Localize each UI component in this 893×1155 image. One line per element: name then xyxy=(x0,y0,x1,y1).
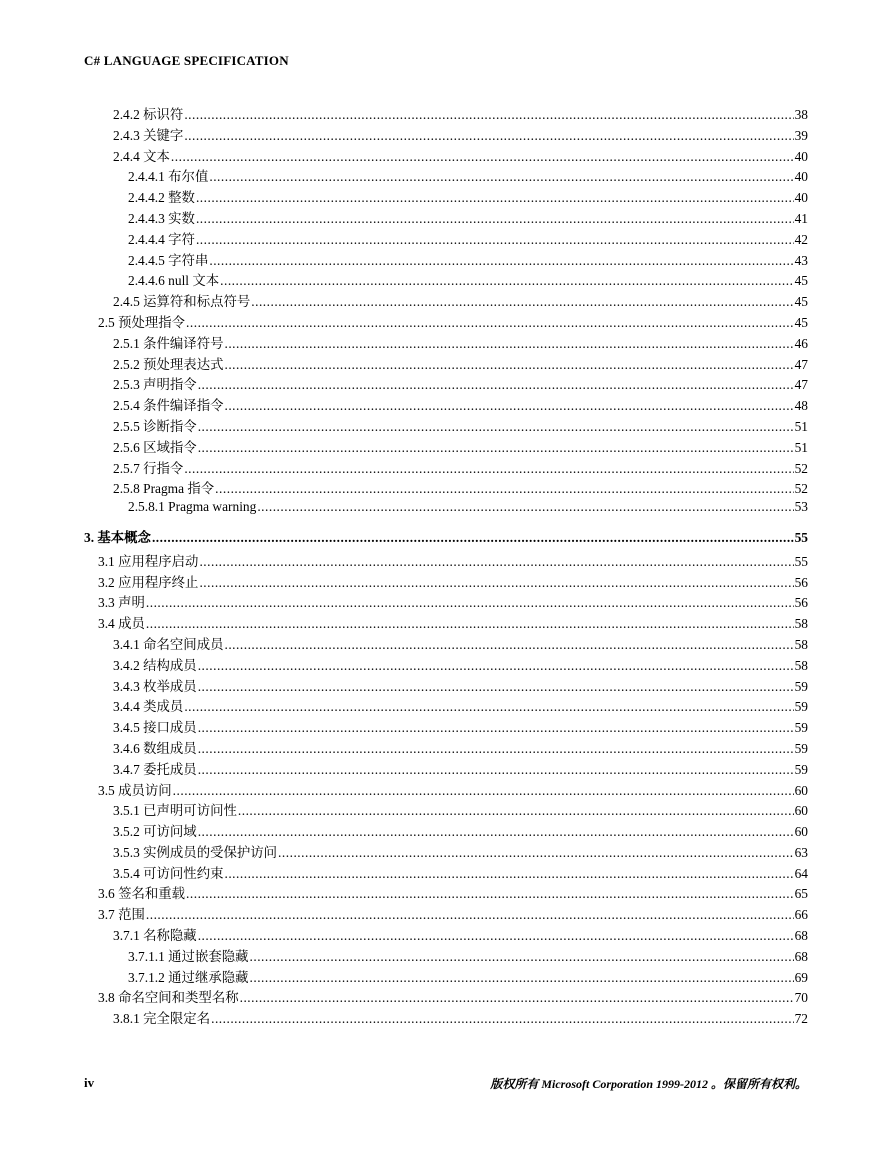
toc-leader-dots xyxy=(198,419,794,435)
toc-leader-dots xyxy=(198,824,794,840)
toc-entry-page: 63 xyxy=(794,844,808,860)
toc-entry[interactable] xyxy=(84,842,808,863)
toc-entry-title: 3.3 声明 xyxy=(98,595,145,611)
toc-leader-dots xyxy=(146,595,794,611)
toc-leader-dots xyxy=(209,253,793,269)
page-number: iv xyxy=(84,1075,95,1090)
toc-entry[interactable] xyxy=(84,478,808,499)
toc-entry-title: 2.5.1 条件编译符号 xyxy=(113,335,224,351)
toc-entry-page: 58 xyxy=(794,657,808,673)
toc-entry-title: 3.8 命名空间和类型名称 xyxy=(98,990,239,1006)
toc-entry-title: 2.4.4.5 字符串 xyxy=(128,252,209,268)
toc-entry[interactable] xyxy=(84,883,808,904)
toc-leader-dots xyxy=(198,377,794,393)
toc-entry-title: 2.4.5 运算符和标点符号 xyxy=(113,294,251,310)
toc-entry-title: 2.5.7 行指令 xyxy=(113,460,184,476)
toc-entry-page: 47 xyxy=(794,377,808,393)
toc-entry-title: 3.2 应用程序终止 xyxy=(98,574,199,590)
toc-entry-page: 59 xyxy=(794,720,808,736)
toc-entry[interactable] xyxy=(84,527,808,548)
toc-leader-dots xyxy=(184,107,793,123)
toc-leader-dots xyxy=(224,398,793,414)
toc-entry[interactable] xyxy=(84,354,808,375)
toc-entry-page: 59 xyxy=(794,740,808,756)
toc-entry[interactable] xyxy=(84,104,808,125)
toc-leader-dots xyxy=(146,616,794,632)
toc-entry-page: 40 xyxy=(794,148,808,164)
toc-entry-title: 3.4.5 接口成员 xyxy=(113,720,197,736)
toc-leader-dots xyxy=(173,783,794,799)
toc-entry-title: 3.4.6 数组成员 xyxy=(113,740,197,756)
toc-entry-page: 40 xyxy=(794,190,808,206)
toc-leader-dots xyxy=(215,481,793,497)
toc-leader-dots xyxy=(209,169,793,185)
toc-entry-page: 60 xyxy=(794,803,808,819)
toc-leader-dots xyxy=(196,211,794,227)
toc-entry[interactable] xyxy=(84,270,808,291)
toc-entry-page: 58 xyxy=(794,616,808,632)
toc-entry-page: 46 xyxy=(794,335,808,351)
toc-entry-title: 2.4.4.4 字符 xyxy=(128,231,195,247)
toc-entry-title: 2.5.2 预处理表达式 xyxy=(113,356,224,372)
toc-entry-title: 2.5.8.1 Pragma warning xyxy=(128,499,257,515)
toc-entry[interactable] xyxy=(84,925,808,946)
toc-leader-dots xyxy=(198,928,794,944)
toc-entry-page: 70 xyxy=(794,990,808,1006)
toc-entry-page: 52 xyxy=(794,481,808,497)
toc-entry-page: 59 xyxy=(794,699,808,715)
toc-entry-page: 40 xyxy=(794,169,808,185)
toc-entry[interactable] xyxy=(84,821,808,842)
toc-leader-dots xyxy=(211,1011,794,1027)
toc-leader-dots xyxy=(198,720,794,736)
toc-leader-dots xyxy=(186,315,794,331)
table-of-contents xyxy=(84,104,808,1029)
toc-entry-page: 69 xyxy=(794,969,808,985)
toc-leader-dots xyxy=(184,699,793,715)
toc-entry-title: 2.5.3 声明指令 xyxy=(113,377,197,393)
toc-entry-title: 2.4.3 关键字 xyxy=(113,127,184,143)
toc-entry[interactable] xyxy=(84,987,808,1008)
running-header: C# LANGUAGE SPECIFICATION xyxy=(84,53,289,68)
toc-entry[interactable] xyxy=(84,759,808,780)
toc-leader-dots xyxy=(199,554,793,570)
toc-leader-dots xyxy=(224,637,793,653)
toc-entry[interactable] xyxy=(84,551,808,572)
toc-entry[interactable] xyxy=(84,125,808,146)
toc-entry-page: 60 xyxy=(794,824,808,840)
toc-entry[interactable] xyxy=(84,333,808,354)
toc-entry-page: 65 xyxy=(794,886,808,902)
toc-entry[interactable] xyxy=(84,312,808,333)
toc-entry-page: 52 xyxy=(794,460,808,476)
toc-leader-dots xyxy=(224,866,793,882)
toc-leader-dots xyxy=(278,845,794,861)
toc-entry-page: 38 xyxy=(794,107,808,122)
toc-entry-page: 59 xyxy=(794,761,808,777)
toc-leader-dots xyxy=(251,294,793,310)
toc-entry[interactable] xyxy=(84,800,808,821)
toc-leader-dots xyxy=(240,990,794,1006)
toc-entry-page: 60 xyxy=(794,782,808,798)
toc-entry-title: 3.8.1 完全限定名 xyxy=(113,1011,211,1027)
toc-entry[interactable] xyxy=(84,458,808,479)
toc-entry-page: 68 xyxy=(794,948,808,964)
toc-entry-title: 2.4.4.6 null 文本 xyxy=(128,273,220,289)
toc-entry-title: 3.5 成员访问 xyxy=(98,782,172,798)
toc-entry-title: 3.1 应用程序启动 xyxy=(98,553,199,569)
toc-entry[interactable] xyxy=(84,967,808,988)
toc-entry-page: 56 xyxy=(794,595,808,611)
toc-entry-page: 45 xyxy=(794,273,808,289)
toc-entry-page: 45 xyxy=(794,314,808,330)
copyright-notice: 版权所有 Microsoft Corporation 1999-2012 。保留所有权利。 xyxy=(490,1077,807,1091)
toc-entry-page: 51 xyxy=(794,418,808,434)
toc-entry-page: 47 xyxy=(794,356,808,372)
toc-entry-title: 2.4.4.3 实数 xyxy=(128,210,195,226)
toc-entry-title: 3.6 签名和重载 xyxy=(98,886,186,902)
toc-entry-title: 3.5.4 可访问性约束 xyxy=(113,865,224,881)
toc-leader-dots xyxy=(146,907,794,923)
toc-leader-dots xyxy=(198,762,794,778)
toc-leader-dots xyxy=(250,949,794,965)
toc-entry-title: 3.4.4 类成员 xyxy=(113,699,184,715)
toc-leader-dots xyxy=(220,273,793,289)
toc-entry[interactable] xyxy=(84,572,808,593)
toc-entry[interactable] xyxy=(84,250,808,271)
toc-entry-page: 58 xyxy=(794,636,808,652)
toc-entry[interactable] xyxy=(84,738,808,759)
toc-leader-dots xyxy=(184,461,793,477)
toc-leader-dots xyxy=(250,970,794,986)
toc-entry[interactable] xyxy=(84,717,808,738)
toc-entry-title: 2.5.5 诊断指令 xyxy=(113,418,197,434)
toc-entry[interactable] xyxy=(84,416,808,437)
toc-leader-dots xyxy=(152,530,794,546)
toc-entry[interactable] xyxy=(84,946,808,967)
toc-entry[interactable] xyxy=(84,655,808,676)
toc-entry-page: 42 xyxy=(794,231,808,247)
toc-entry-page: 56 xyxy=(794,574,808,590)
toc-leader-dots xyxy=(196,190,794,206)
toc-entry-title: 3.7.1.2 通过继承隐藏 xyxy=(128,969,249,985)
toc-leader-dots xyxy=(171,149,794,165)
toc-entry-page: 53 xyxy=(794,499,808,515)
toc-entry-title: 3.5.2 可访问域 xyxy=(113,824,197,840)
toc-entry-page: 43 xyxy=(794,252,808,268)
toc-entry-page: 51 xyxy=(794,439,808,455)
toc-entry[interactable] xyxy=(84,499,808,520)
toc-entry[interactable] xyxy=(84,395,808,416)
toc-entry[interactable] xyxy=(84,229,808,250)
toc-entry-page: 68 xyxy=(794,928,808,944)
toc-entry[interactable] xyxy=(84,208,808,229)
toc-entry[interactable] xyxy=(84,374,808,395)
toc-entry-page: 48 xyxy=(794,398,808,414)
toc-entry[interactable] xyxy=(84,696,808,717)
toc-entry[interactable] xyxy=(84,634,808,655)
toc-entry-page: 64 xyxy=(794,865,808,881)
toc-entry-page: 39 xyxy=(794,127,808,143)
toc-leader-dots xyxy=(257,499,793,515)
toc-entry-title: 3.7.1 名称隐藏 xyxy=(113,928,197,944)
toc-entry[interactable] xyxy=(84,904,808,925)
toc-leader-dots xyxy=(184,128,793,144)
toc-entry-page: 66 xyxy=(794,907,808,923)
toc-entry[interactable] xyxy=(84,146,808,167)
toc-entry[interactable] xyxy=(84,1008,808,1029)
toc-entry-title: 3. 基本概念 xyxy=(84,529,151,545)
toc-entry-page: 59 xyxy=(794,678,808,694)
toc-entry-title: 3.4.2 结构成员 xyxy=(113,657,197,673)
toc-entry-page: 55 xyxy=(794,529,808,545)
toc-entry[interactable] xyxy=(84,437,808,458)
toc-leader-dots xyxy=(198,679,794,695)
toc-entry-title: 3.7 范围 xyxy=(98,907,145,923)
toc-leader-dots xyxy=(224,357,793,373)
toc-leader-dots xyxy=(199,575,793,591)
toc-entry-title: 3.5.1 已声明可访问性 xyxy=(113,803,237,819)
toc-entry[interactable] xyxy=(84,863,808,884)
toc-entry-title: 3.5.3 实例成员的受保护访问 xyxy=(113,844,278,860)
toc-entry-title: 2.4.4 文本 xyxy=(113,148,170,164)
toc-entry-title: 3.4 成员 xyxy=(98,616,145,632)
toc-entry-title: 3.4.1 命名空间成员 xyxy=(113,636,224,652)
toc-entry[interactable] xyxy=(84,187,808,208)
toc-entry-title: 3.4.3 枚举成员 xyxy=(113,678,197,694)
toc-leader-dots xyxy=(198,658,794,674)
toc-entry[interactable] xyxy=(84,780,808,801)
toc-entry[interactable] xyxy=(84,291,808,312)
toc-entry-title: 2.4.4.1 布尔值 xyxy=(128,169,209,185)
toc-entry[interactable] xyxy=(84,676,808,697)
toc-entry-title: 2.4.4.2 整数 xyxy=(128,190,195,206)
toc-leader-dots xyxy=(198,440,794,456)
toc-leader-dots xyxy=(224,336,793,352)
toc-entry[interactable] xyxy=(84,592,808,613)
toc-entry[interactable] xyxy=(84,166,808,187)
toc-entry-title: 3.4.7 委托成员 xyxy=(113,761,197,777)
toc-entry-title: 2.5.6 区域指令 xyxy=(113,439,197,455)
toc-entry[interactable] xyxy=(84,613,808,634)
toc-entry-title: 2.5 预处理指令 xyxy=(98,314,186,330)
toc-leader-dots xyxy=(196,232,794,248)
toc-entry-page: 55 xyxy=(794,553,808,569)
toc-leader-dots xyxy=(238,803,794,819)
toc-entry-page: 45 xyxy=(794,294,808,310)
toc-entry-title: 2.4.2 标识符 xyxy=(113,107,184,122)
toc-entry-title: 2.5.4 条件编译指令 xyxy=(113,398,224,414)
toc-leader-dots xyxy=(186,886,794,902)
toc-entry-page: 72 xyxy=(794,1011,808,1027)
toc-leader-dots xyxy=(198,741,794,757)
toc-entry-title: 3.7.1.1 通过嵌套隐藏 xyxy=(128,948,249,964)
toc-entry-page: 41 xyxy=(794,210,808,226)
toc-entry-title: 2.5.8 Pragma 指令 xyxy=(113,481,215,497)
